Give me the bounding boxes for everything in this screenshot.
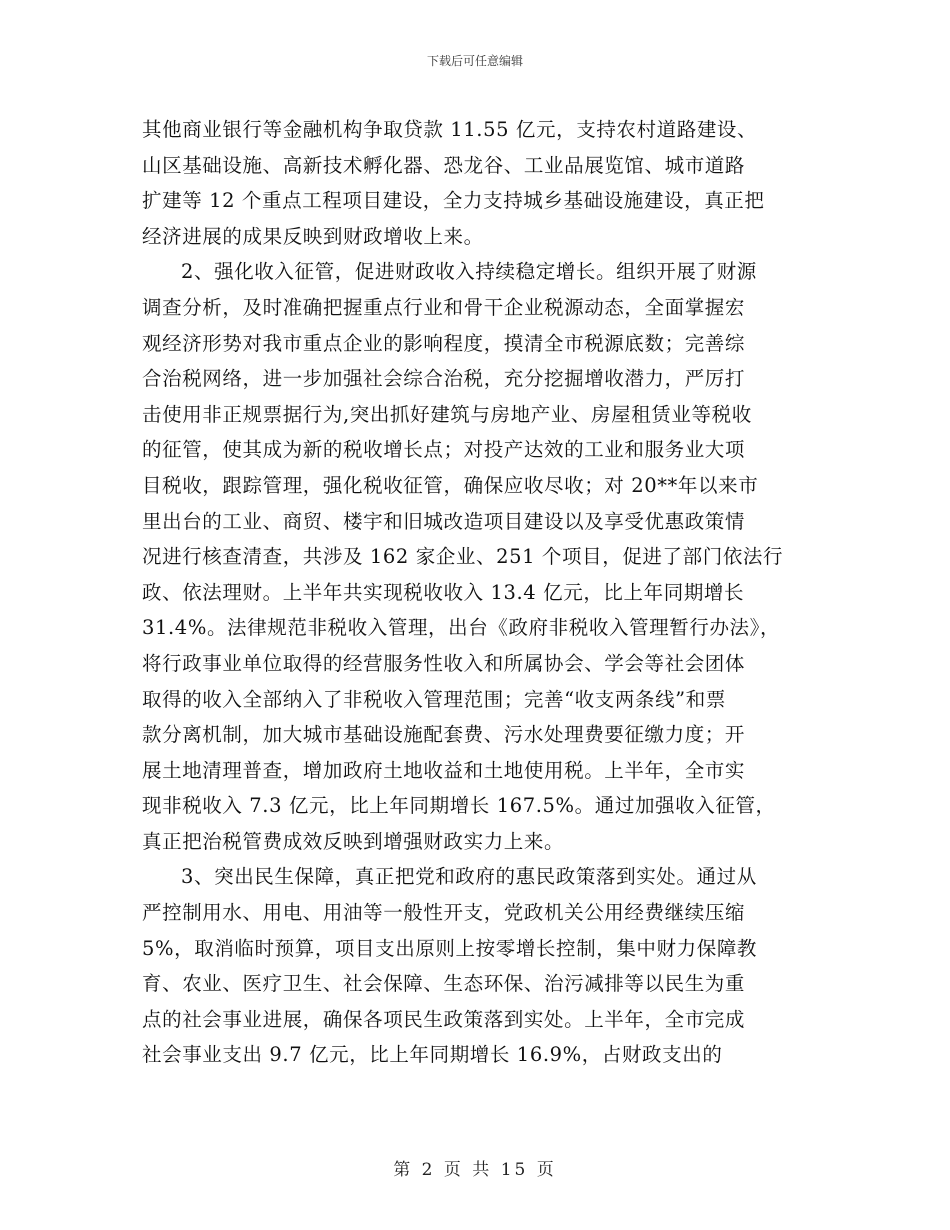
- text-line: 展土地清理普查，增加政府土地收益和土地使用税。上半年，全市实: [142, 758, 746, 782]
- text-line: 政、依法理财。上半年共实现税收收入 13.4 亿元，比上年同期增长: [142, 580, 745, 604]
- text-line: 调查分析，及时准确把握重点行业和骨干企业税源动态，全面掌握宏: [142, 295, 746, 319]
- text-line: 的征管，使其成为新的税收增长点；对投产达效的工业和服务业大项: [142, 438, 746, 462]
- text-line: 真正把治税管费成效反映到增强财政实力上来。: [142, 829, 565, 853]
- text-line: 现非税收入 7.3 亿元，比上年同期增长 167.5%。通过加强收入征管，: [142, 794, 776, 818]
- text-line: 社会事业支出 9.7 亿元，比上年同期增长 16.9%，占财政支出的: [142, 1043, 723, 1067]
- text-line: 5%，取消临时预算，项目支出原则上按零增长控制，集中财力保障教: [142, 936, 758, 960]
- text-line: 严控制用水、用电、用油等一般性开支，党政机关公用经费继续压缩: [142, 901, 746, 925]
- text-line: 31.4%。法律规范非税收入管理，出台《政府非税收入管理暂行办法》，: [142, 616, 781, 640]
- text-line: 山区基础设施、高新技术孵化器、恐龙谷、工业品展览馆、城市道路: [142, 153, 746, 177]
- text-line: 取得的收入全部纳入了非税收入管理范围；完善“收支两条线”和票: [142, 687, 726, 711]
- text-line: 款分离机制，加大城市基础设施配套费、污水处理费要征缴力度；开: [142, 723, 746, 747]
- text-line: 经济进展的成果反映到财政增收上来。: [142, 224, 484, 248]
- document-body: [142, 112, 822, 1073]
- text-line: 击使用非正规票据行为,突出抓好建筑与房地产业、房屋租赁业等税收: [142, 402, 752, 426]
- page-footer: 第 2 页 共 15 页: [393, 1160, 557, 1180]
- paragraph-first-line: 3、突出民生保障，真正把党和政府的惠民政策落到实处。通过从: [181, 865, 757, 889]
- text-line: 况进行核查清查，共涉及 162 家企业、251 个项目，促进了部门依法行: [142, 545, 784, 569]
- text-line: 合治税网络，进一步加强社会综合治税，充分挖掘增收潜力，严厉打: [142, 367, 746, 391]
- text-line: 将行政事业单位取得的经营服务性收入和所属协会、学会等社会团体: [142, 651, 746, 675]
- page-header: 下载后可任意编辑: [426, 54, 523, 68]
- text-line: 点的社会事业进展，确保各项民生政策落到实处。上半年，全市完成: [142, 1007, 746, 1031]
- text-line: 目税收，跟踪管理，强化税收征管，确保应收尽收；对 20**年以来市: [142, 473, 759, 497]
- text-line: 观经济形势对我市重点企业的影响程度，摸清全市税源底数；完善综: [142, 331, 746, 355]
- text-line: 育、农业、医疗卫生、社会保障、生态环保、治污减排等以民生为重: [142, 972, 746, 996]
- text-line: 其他商业银行等金融机构争取贷款 11.55 亿元，支持农村道路建设、: [142, 118, 758, 141]
- text-line: 里出台的工业、商贸、楼宇和旧城改造项目建设以及享受优惠政策情: [142, 509, 746, 533]
- paragraph-first-line: 2、强化收入征管，促进财政收入持续稳定增长。组织开展了财源: [181, 260, 757, 284]
- text-line: 扩建等 12 个重点工程项目建设，全力支持城乡基础设施建设，真正把: [142, 189, 765, 213]
